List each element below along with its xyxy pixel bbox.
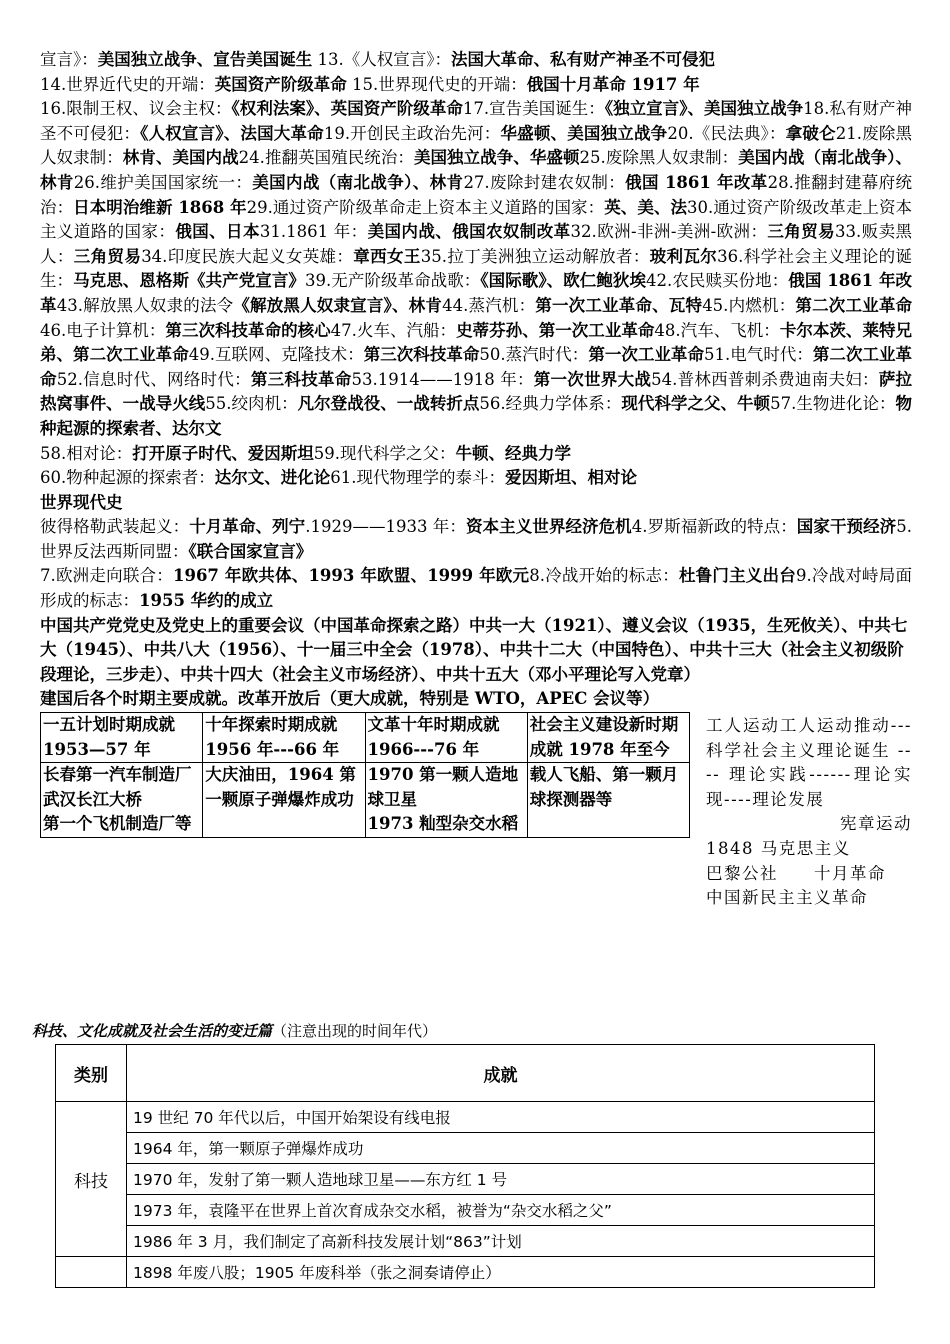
- item-answer: 拿破仑: [785, 123, 836, 143]
- item-label: 60.物种起源的探索者：: [40, 468, 215, 488]
- heading-achievements: 建国后各个时期主要成就。改革开放后（更大成就，特别是 WTO，APEC 会议等）: [40, 689, 660, 709]
- item-answer: 第三次科技革命的核心: [165, 320, 331, 340]
- item-label: 4.罗斯福新政的特点：: [631, 517, 797, 537]
- item-answer: 第一次工业革命: [588, 345, 704, 365]
- table-row: [56, 1102, 875, 1133]
- item-label: 61.现代物理学的泰斗：: [330, 468, 505, 488]
- item-label: 26.维护美国国家统一：: [73, 172, 253, 192]
- ach-header-row: [56, 1045, 875, 1102]
- item-answer: 俄国 1861 年改革: [40, 271, 913, 315]
- item-answer: 美国内战（南北战争）、林肯: [252, 172, 464, 192]
- era-cell-3: 1970 第一颗人造地球卫星 1973 籼型杂交水稻: [365, 763, 527, 838]
- col-achievement-header: 成就: [127, 1045, 875, 1102]
- item-answer: 打开原子时代、爱因斯坦: [132, 443, 314, 463]
- item-answer: 现代科学之父、牛顿: [621, 394, 771, 414]
- item-answer: 达尔文、进化论: [214, 468, 331, 488]
- item-label: 42.农民赎买份地：: [646, 271, 789, 291]
- item-label: 46.电子计算机：: [40, 320, 166, 340]
- item-label: 54.普林西普刺杀费迪南夫妇：: [651, 369, 879, 389]
- era-header-3: 文革十年时期成就 1966---76 年: [365, 713, 527, 763]
- item-label: 32.欧洲-非洲-美洲-欧洲：: [570, 222, 768, 242]
- era-cell-1: 长春第一汽车制造厂 武汉长江大桥 第一个飞机制造厂等: [41, 763, 203, 838]
- table-row: [56, 1133, 875, 1164]
- item-answer: 国家干预经济: [796, 517, 897, 537]
- item-label: 59.现代科学之父：: [313, 443, 456, 463]
- item-answer: 章西女王: [353, 246, 421, 266]
- item-label: 49.互联网、克隆技术：: [188, 345, 364, 365]
- achievement-cell: 1898 年废八股；1905 年废科举（张之洞奏请停止）: [127, 1257, 875, 1288]
- item-answer: 英、美、法: [604, 197, 688, 217]
- item-answer: 《权利法案》、英国资产阶级革命: [231, 99, 463, 119]
- item-answer: 资本主义世界经济危机: [465, 517, 632, 537]
- item-answer: 美国独立战争、华盛顿: [413, 148, 580, 168]
- item-answer: 三角贸易: [767, 222, 836, 242]
- achievement-cell: 1970 年，发射了第一颗人造地球卫星——东方红 1 号: [127, 1164, 875, 1195]
- item-answer: 玻利瓦尔: [649, 246, 718, 266]
- eras-content-row: [41, 763, 690, 838]
- heading-world-modern: 世界现代史: [40, 492, 123, 512]
- item-label: 33.贩卖黑人：: [40, 222, 913, 266]
- item-answer: 第三科技革命: [250, 369, 352, 389]
- items-60-61: [40, 466, 912, 491]
- item-answer: 第一次工业革命、瓦特: [535, 295, 703, 315]
- item-label: 44.蒸汽机：: [442, 295, 536, 315]
- achievement-cell: 19 世纪 70 年代以后，中国开始架设有线电报: [127, 1102, 875, 1133]
- modern-history-items: [40, 97, 912, 441]
- era-header-1: 一五计划时期成就 1953—57 年: [41, 713, 203, 763]
- item-answer: 林肯、美国内战: [122, 148, 239, 168]
- item-answer: 马克思、恩格斯《共产党宣言》: [73, 271, 305, 291]
- item-answer: 美国内战（南北战争）、林肯: [40, 148, 913, 192]
- item-label: 31.1861 年：: [259, 222, 368, 242]
- item-answer: 凡尔登战役、一战转折点: [297, 394, 480, 414]
- item-label: 45.内燃机：: [702, 295, 796, 315]
- achievements-table: [55, 1044, 875, 1288]
- item-answer: 杜鲁门主义出台: [678, 566, 796, 586]
- item-label: 27.废除封建农奴制：: [463, 172, 626, 192]
- item-label: 52.信息时代、网络时代：: [56, 369, 251, 389]
- item-label: .1929——1933 年：: [305, 517, 466, 537]
- item-answer: 牛顿、经典力学: [455, 443, 571, 463]
- item-answer: 华盛顿、美国独立战争: [500, 123, 668, 143]
- item-answer: 《联合国家宣言》: [188, 541, 313, 561]
- item-label: 28.推翻封建幕府统治：: [40, 172, 913, 217]
- item-label: 5.世界反法西斯同盟：: [40, 517, 912, 561]
- item-label: 30.通过资产阶级改革走上资本主义道路的国家：: [40, 197, 913, 242]
- item-label: 17.宣告美国诞生：: [462, 99, 605, 119]
- item-label: 43.解放黑人奴隶的法令: [56, 295, 234, 315]
- item-answer: 萨拉热窝事件、一战导火线: [40, 369, 913, 414]
- item-label: 55.绞肉机：: [205, 394, 298, 414]
- table-row: [56, 1195, 875, 1226]
- item-label: 36.科学社会主义理论的诞生：: [40, 246, 913, 291]
- heading-party-history: 中国共产党党史及党史上的重要会议（中国革命探索之路）中共一大（1921）、遵义会议（1935，生死攸关）、中共七大（1945）、中共八大（1956）、十一届三中全会（1978）、中共十二大（中国特色）、中共十三大（社会主义初级阶段理论，三步走）、中共十四大（社会主义市场经济）、中共十五大（邓小平理论写入党章）: [40, 615, 908, 684]
- item-answer: 第一次世界大战: [533, 369, 652, 389]
- eras-table: [40, 712, 690, 838]
- item-answer: 第二次工业革命: [795, 295, 913, 315]
- table-row: [56, 1257, 875, 1288]
- item-label: 21.废除黑人奴隶制：: [40, 123, 913, 168]
- item-answer: 1967 年欧共体、1993 年欧盟、1999 年欧元: [172, 566, 530, 586]
- table-row: [56, 1226, 875, 1257]
- item-label: 8.冷战开始的标志：: [529, 566, 679, 586]
- item-answer: 1955 华约的成立: [139, 591, 274, 611]
- achievement-cell: 1964 年，第一颗原子弹爆炸成功: [127, 1133, 875, 1164]
- item-answer: 俄国、日本: [175, 222, 260, 242]
- item-answer: 物种起源的探索者、达尔文: [40, 394, 913, 438]
- item-label: 20.《民法典》：: [667, 123, 786, 143]
- item-label: 35.拉丁美洲独立运动解放者：: [420, 246, 650, 266]
- item-label: 53.1914——1918 年：: [351, 369, 534, 389]
- era-header-4: 社会主义建设新时期成就 1978 年至今: [527, 713, 689, 763]
- category-cell: 科技: [56, 1102, 127, 1257]
- item-answer: 爱因斯坦、相对论: [505, 468, 637, 488]
- category-cell-empty: [56, 1257, 127, 1288]
- achievement-cell: 1973 年，袁隆平在世界上首次育成杂交水稻，被誉为“杂交水稻之父”: [127, 1195, 875, 1226]
- item-answer: 美国内战、俄国农奴制改革: [367, 222, 571, 242]
- item-label: 58.相对论：: [40, 443, 133, 463]
- cold-war-items: [40, 564, 912, 613]
- item-label: 16.限制王权、议会主权：: [40, 99, 232, 119]
- item-label: 48.汽车、飞机：: [654, 320, 780, 340]
- eras-section: [40, 712, 912, 942]
- item-label: 34.印度民族大起义女英雄：: [141, 246, 354, 266]
- item-answer: 卡尔本茨、莱特兄弟、第二次工业革命: [40, 320, 913, 365]
- item-label: 7.欧洲走向联合：: [40, 566, 173, 586]
- era-cell-4: 载人飞船、第一颗月球探测器等: [527, 763, 689, 838]
- item-answer: 俄国 1861 年改革: [625, 172, 768, 192]
- sci-culture-heading: 科技、文化成就及社会生活的变迁篇（注意出现的时间年代）: [32, 1022, 438, 1040]
- item-answer: 第二次工业革命: [40, 345, 913, 389]
- eras-header-row: [41, 713, 690, 763]
- item-label: 29.通过资产阶级革命走上资本主义道路的国家：: [246, 197, 605, 217]
- item-label: 9.冷战对峙局面形成的标志：: [40, 566, 912, 611]
- item-label: 39.无产阶级革命战歌：: [305, 271, 481, 291]
- item-label: 19.开创民主政治先河：: [323, 123, 501, 143]
- item-answer: 《独立宣言》、美国独立战争: [604, 99, 804, 119]
- achievement-cell: 1986 年 3 月，我们制定了高新科技发展计划“863”计划: [127, 1226, 875, 1257]
- era-header-2: 十年探索时期成就 1956 年---66 年: [203, 713, 365, 763]
- item-answer: 《解放黑人奴隶宣言》、林肯: [233, 295, 443, 315]
- item-answer: 三角贸易: [73, 246, 142, 266]
- item-answer: 第三次科技革命: [363, 345, 480, 365]
- modern-items: [40, 515, 912, 564]
- items-58-59: [40, 442, 912, 467]
- line-1: 宣言》：美国独立战争、宣告美国诞生 13.《人权宣言》：法国大革命、私有财产神圣不可侵犯: [40, 50, 715, 69]
- document-page: [40, 48, 912, 942]
- item-label: 彼得格勒武装起义：: [40, 517, 190, 537]
- workers-movement-note: 工人运动工人运动推动--- 科学社会主义理论诞生 ---- 理论实践------理论实现----理论发展 宪章运动 1848 马克思主义 巴黎公社 十月革命 中国新民主主义革命: [706, 716, 912, 908]
- item-label: 25.废除黑人奴隶制：: [579, 148, 739, 168]
- line-2: 14.世界近代史的开端：英国资产阶级革命 15.世界现代史的开端：俄国十月革命 1917 年: [40, 74, 700, 94]
- item-label: 51.电气时代：: [704, 345, 813, 365]
- item-label: 24.推翻英国殖民统治：: [238, 148, 414, 168]
- era-cell-2: 大庆油田，1964 第一颗原子弹爆炸成功: [203, 763, 365, 838]
- item-answer: 《人权宣言》、法国大革命: [140, 123, 324, 143]
- item-label: 18.私有财产神圣不可侵犯：: [40, 99, 913, 143]
- item-label: 56.经典力学体系：: [479, 394, 622, 414]
- item-answer: 十月革命、列宁: [189, 517, 306, 537]
- item-label: 50.蒸汽时代：: [479, 345, 589, 365]
- item-answer: 史蒂芬孙、第一次工业革命: [456, 320, 655, 340]
- item-label: 47.火车、汽船：: [330, 320, 457, 340]
- item-answer: 《国际歌》、欧仁鲍狄埃: [480, 271, 647, 291]
- item-label: 57.生物进化论：: [770, 394, 896, 414]
- item-answer: 日本明治维新 1868 年: [73, 197, 247, 217]
- col-category-header: 类别: [56, 1045, 127, 1102]
- table-row: [56, 1164, 875, 1195]
